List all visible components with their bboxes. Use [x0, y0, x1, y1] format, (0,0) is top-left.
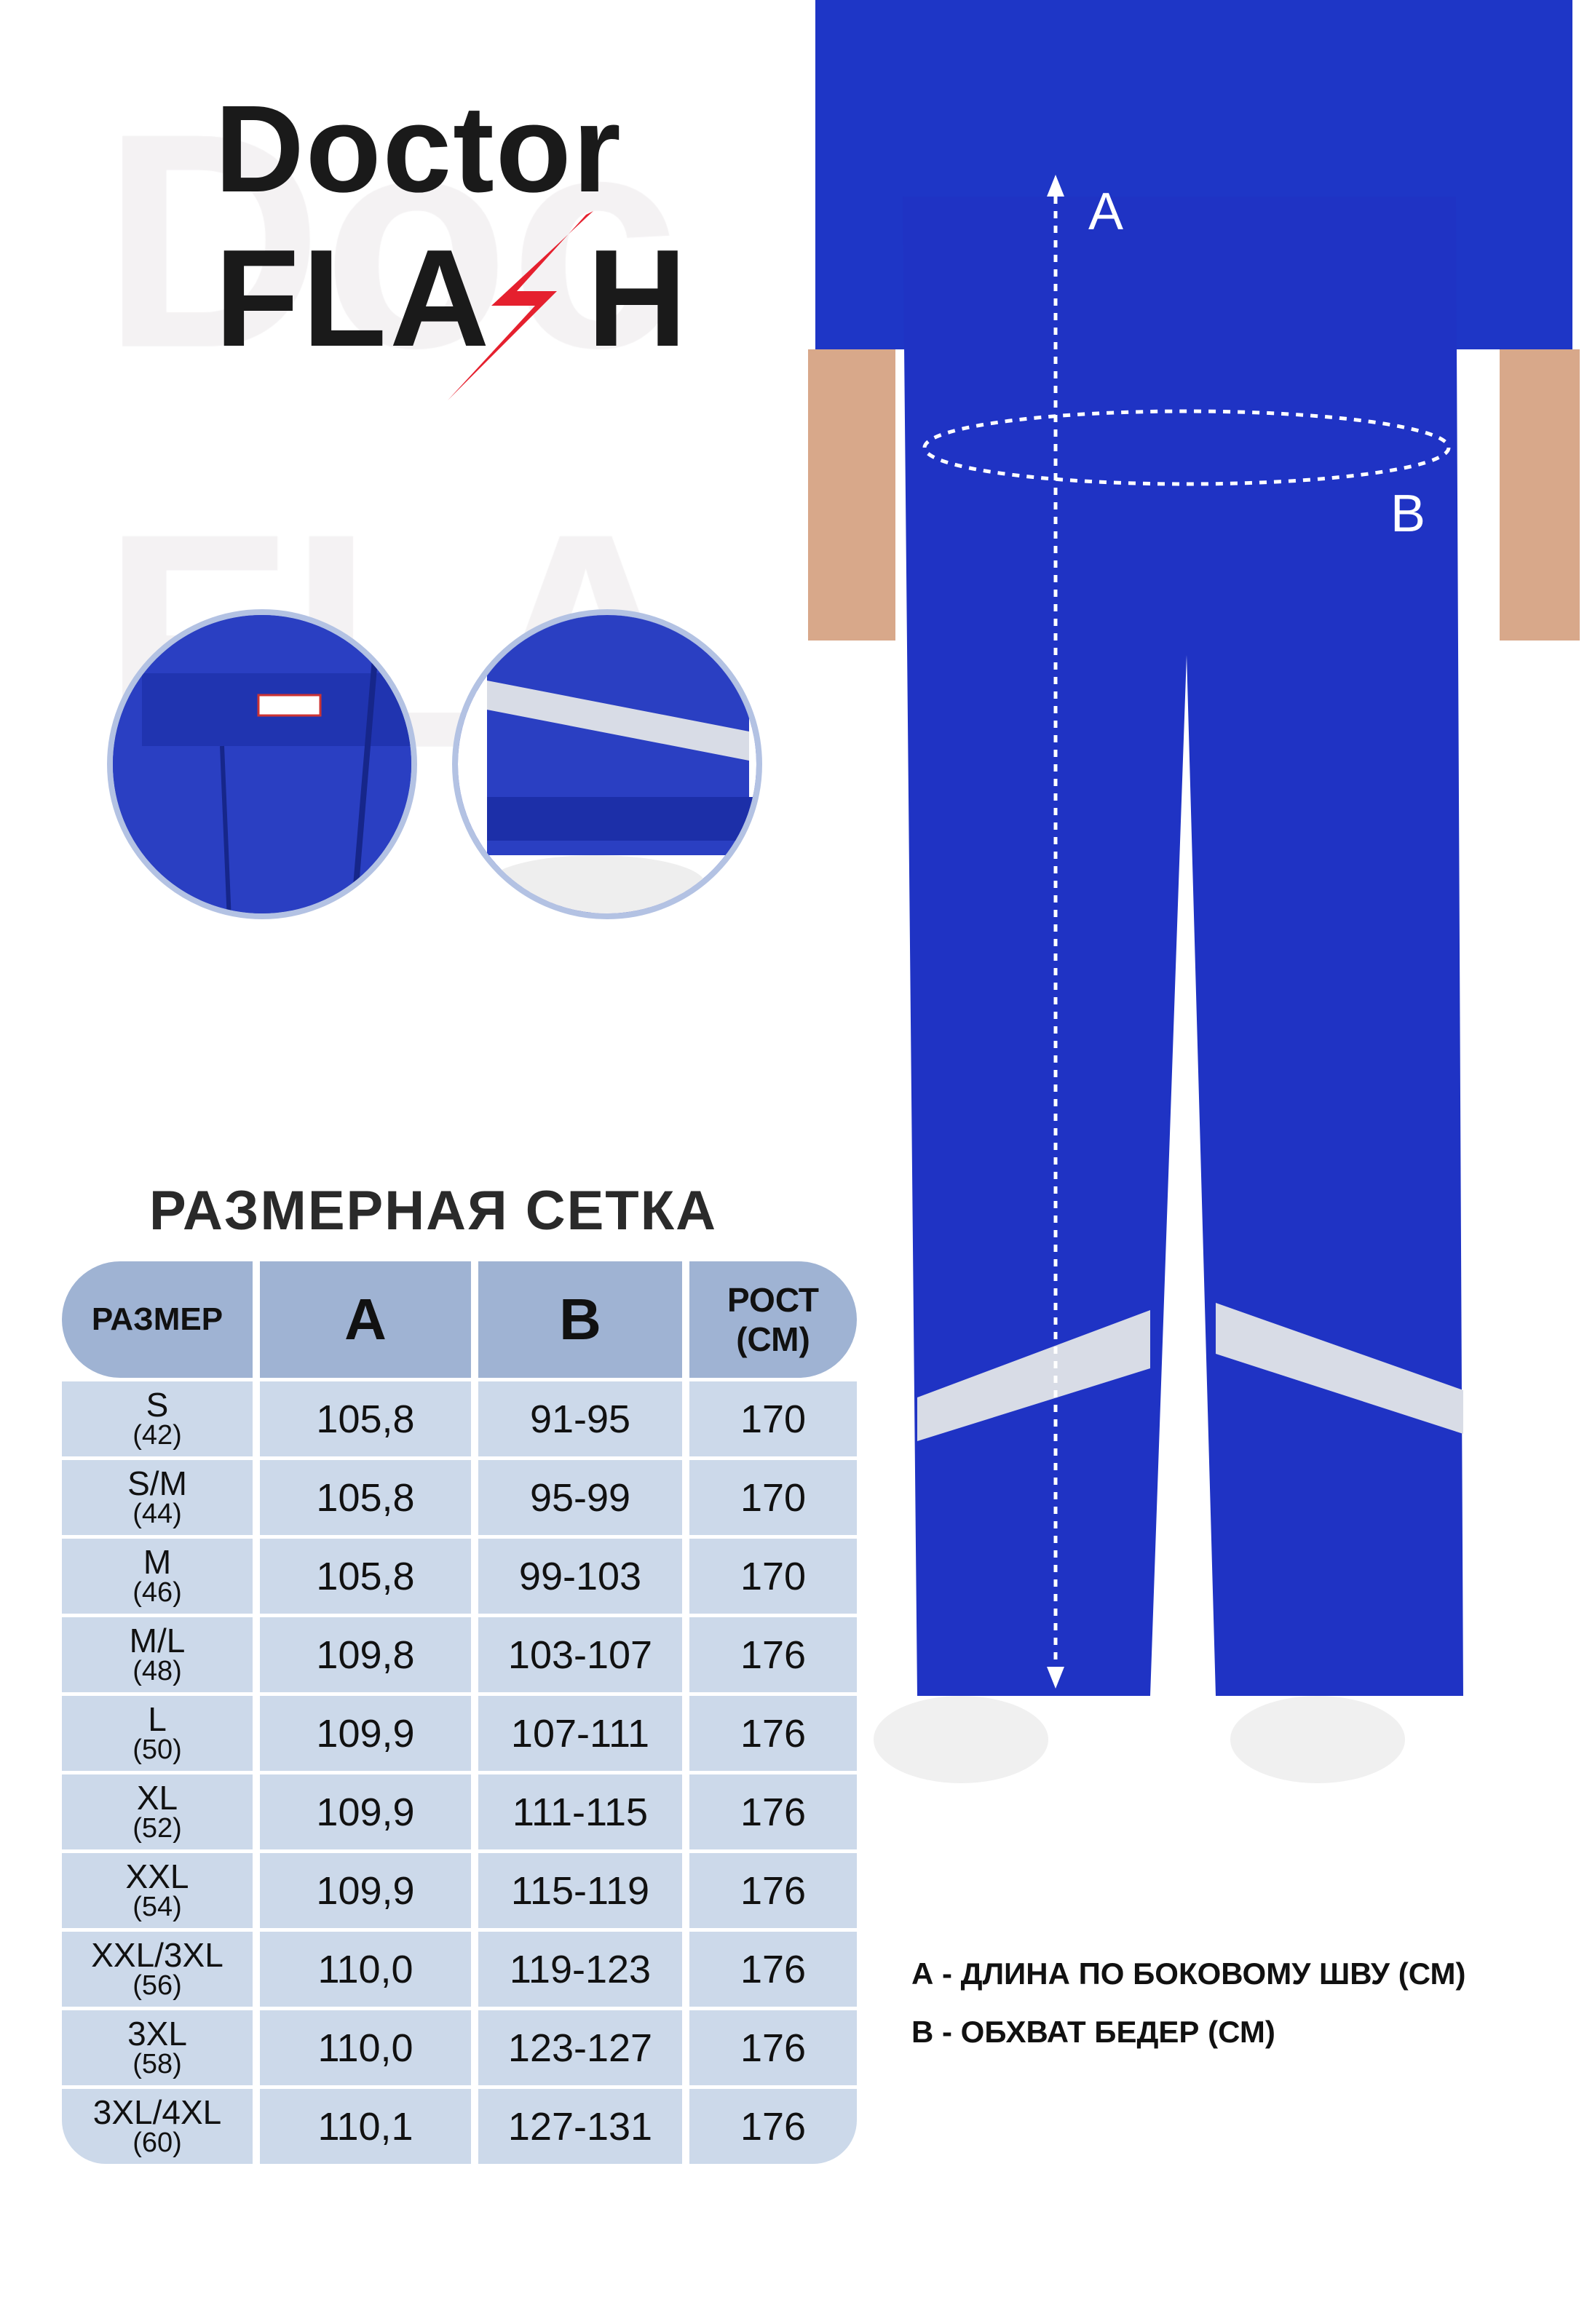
cell-b: 103-107: [478, 1617, 682, 1692]
size-chart-title: РАЗМЕРНАЯ СЕТКА: [149, 1180, 717, 1242]
legend-b: В - ОБХВАТ БЕДЕР (СМ): [911, 2015, 1275, 2049]
cell-b: 123-127: [478, 2010, 682, 2085]
cell-size: [62, 1774, 253, 1849]
size-intl: XXL: [125, 1857, 189, 1895]
size-intl: S: [146, 1385, 169, 1424]
cell-b: 95-99: [478, 1460, 682, 1535]
cell-b: 91-95: [478, 1381, 682, 1456]
cell-a: 109,9: [260, 1853, 471, 1928]
cell-height: 170: [689, 1539, 857, 1614]
size-ru: (44): [132, 1498, 182, 1529]
cell-b: 111-115: [478, 1774, 682, 1849]
size-intl: M: [143, 1542, 172, 1581]
cell-a: 105,8: [260, 1381, 471, 1456]
size-intl: M/L: [129, 1621, 186, 1659]
cell-a: 110,0: [260, 1932, 471, 2007]
cell-height: 176: [689, 1617, 857, 1692]
size-intl: S/M: [127, 1464, 187, 1502]
size-ru: (50): [132, 1734, 182, 1765]
header-b: B: [478, 1261, 682, 1378]
label-a: A: [1088, 183, 1124, 241]
cell-a: 109,9: [260, 1696, 471, 1771]
size-intl: L: [148, 1700, 167, 1738]
cell-height: 176: [689, 1696, 857, 1771]
table-row: [62, 1614, 835, 1692]
cell-a: 110,1: [260, 2089, 471, 2164]
size-ru: (54): [132, 1891, 182, 1922]
cell-a: 109,8: [260, 1617, 471, 1692]
size-intl: 3XL/4XL: [92, 2093, 222, 2131]
size-ru: (42): [132, 1419, 182, 1451]
cell-a: 105,8: [260, 1539, 471, 1614]
detail-reflective-hem-image: [452, 609, 762, 919]
size-intl: XXL/3XL: [91, 1935, 223, 1974]
header-height: РОСТ (СМ): [689, 1261, 857, 1378]
cell-height: 176: [689, 1853, 857, 1928]
size-intl: 3XL: [127, 2014, 187, 2053]
cell-height: 176: [689, 1932, 857, 2007]
cell-size: [62, 2089, 253, 2164]
cell-size: [62, 1460, 253, 1535]
header-a: A: [260, 1261, 471, 1378]
cell-b: 99-103: [478, 1539, 682, 1614]
table-header: [62, 1261, 835, 1378]
table-row: [62, 2085, 835, 2164]
cell-height: 170: [689, 1381, 857, 1456]
size-ru: (52): [132, 1812, 182, 1844]
table-row: [62, 1456, 835, 1535]
cell-size: [62, 1932, 253, 2007]
cell-a: 105,8: [260, 1460, 471, 1535]
label-b: B: [1390, 485, 1426, 543]
cell-size: [62, 1853, 253, 1928]
size-table: [62, 1261, 835, 2164]
size-ru: (48): [132, 1655, 182, 1686]
cell-a: 110,0: [260, 2010, 471, 2085]
cell-height: 170: [689, 1460, 857, 1535]
header-size: РАЗМЕР: [62, 1261, 253, 1378]
cell-b: 115-119: [478, 1853, 682, 1928]
cell-height: 176: [689, 2010, 857, 2085]
cell-size: [62, 2010, 253, 2085]
size-intl: XL: [136, 1778, 178, 1817]
cell-height: 176: [689, 1774, 857, 1849]
brand-logo: [215, 80, 724, 393]
cell-height: 176: [689, 2089, 857, 2164]
cell-size: [62, 1617, 253, 1692]
size-ru: (60): [132, 2127, 182, 2158]
legend-a: А - ДЛИНА ПО БОКОВОМУ ШВУ (СМ): [911, 1956, 1466, 1991]
lightning-bolt-icon: [448, 211, 608, 400]
pants-model-image: [808, 0, 1580, 1805]
table-row: [62, 1849, 835, 1928]
table-row: [62, 1378, 835, 1456]
cell-b: 107-111: [478, 1696, 682, 1771]
table-row: [62, 1535, 835, 1614]
cell-b: 127-131: [478, 2089, 682, 2164]
table-row: [62, 2007, 835, 2085]
size-ru: (58): [132, 2048, 182, 2079]
table-row: [62, 1928, 835, 2007]
detail-pocket-image: [107, 609, 417, 919]
table-row: [62, 1771, 835, 1849]
cell-size: [62, 1381, 253, 1456]
cell-a: 109,9: [260, 1774, 471, 1849]
cell-size: [62, 1539, 253, 1614]
size-ru: (46): [132, 1577, 182, 1608]
size-ru: (56): [132, 1970, 182, 2001]
logo-fla: FLA: [215, 221, 493, 376]
logo-doctor: Doctor: [215, 80, 622, 218]
cell-b: 119-123: [478, 1932, 682, 2007]
cell-size: [62, 1696, 253, 1771]
logo-h: H: [587, 221, 690, 376]
table-row: [62, 1692, 835, 1771]
